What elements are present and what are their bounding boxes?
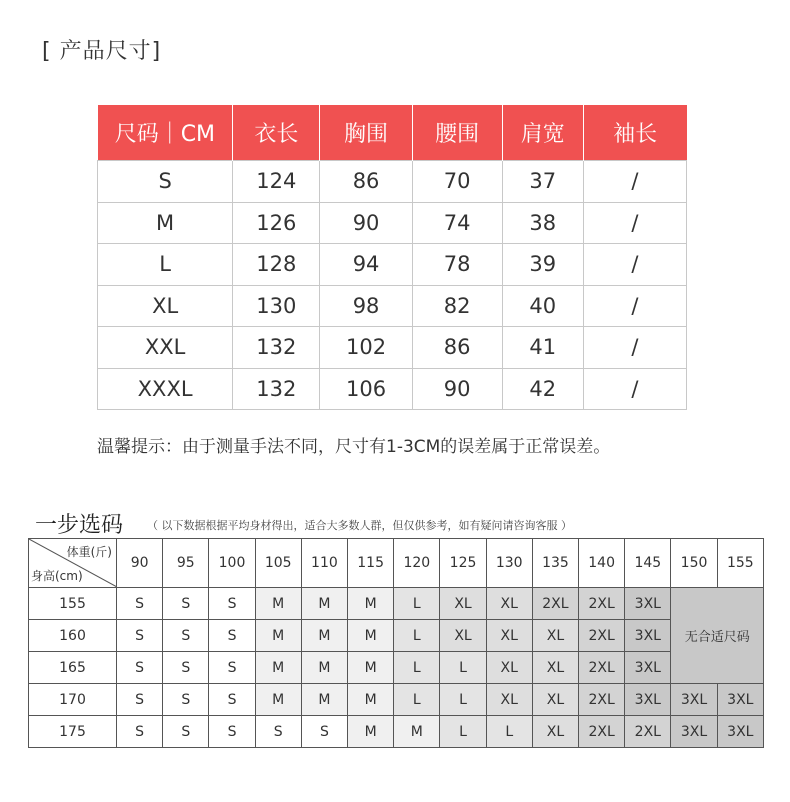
size-table-header-3: 腰围 — [412, 105, 502, 161]
size-table-cell: 106 — [320, 368, 412, 410]
size-table-cell: 124 — [233, 161, 320, 203]
recommended-size-cell: XL — [532, 684, 578, 716]
recommended-size-cell: 2XL — [579, 620, 625, 652]
size-table-cell: 74 — [412, 202, 502, 244]
measurement-note: 温馨提示：由于测量手法不同，尺寸有1-3CM的误差属于正常误差。 — [97, 437, 611, 457]
fit-table-row — [29, 684, 764, 716]
size-table-row — [98, 327, 687, 369]
weight-header-cell: 110 — [301, 539, 347, 588]
height-cell: 175 — [29, 716, 117, 748]
recommended-size-cell: M — [255, 620, 301, 652]
weight-header-cell: 140 — [579, 539, 625, 588]
recommended-size-cell: S — [117, 684, 163, 716]
size-table-cell: XXXL — [98, 368, 233, 410]
height-cell: 165 — [29, 652, 117, 684]
recommended-size-cell: 2XL — [532, 588, 578, 620]
section-title: [ 产品尺寸] — [42, 39, 162, 64]
recommended-size-cell: M — [348, 588, 394, 620]
size-table-cell: XL — [98, 285, 233, 327]
weight-header-cell: 95 — [163, 539, 209, 588]
recommended-size-cell: 2XL — [579, 684, 625, 716]
size-table-cell: 90 — [320, 202, 412, 244]
recommended-size-cell: 3XL — [671, 716, 717, 748]
size-table-row — [98, 161, 687, 203]
recommended-size-cell: XL — [486, 620, 532, 652]
recommended-size-cell: M — [348, 620, 394, 652]
size-table-row — [98, 368, 687, 410]
height-cell: 170 — [29, 684, 117, 716]
size-table-cell: 94 — [320, 244, 412, 286]
height-cell: 155 — [29, 588, 117, 620]
weight-header-cell: 105 — [255, 539, 301, 588]
size-recommendation-table — [28, 538, 764, 748]
weight-header-cell: 145 — [625, 539, 671, 588]
fit-table-corner — [29, 539, 117, 588]
size-chart-subtitle: （ 以下数据根据平均身材得出，适合大多数人群，但仅供参考，如有疑问请咨询客服 ） — [147, 519, 572, 532]
recommended-size-cell: M — [348, 716, 394, 748]
height-cell: 160 — [29, 620, 117, 652]
recommended-size-cell: XL — [440, 588, 486, 620]
recommended-size-cell: 3XL — [625, 620, 671, 652]
size-table-row — [98, 202, 687, 244]
fit-table-row — [29, 620, 764, 652]
recommended-size-cell: S — [163, 716, 209, 748]
recommended-size-cell: L — [394, 652, 440, 684]
recommended-size-cell: L — [394, 620, 440, 652]
size-table-cell: / — [583, 327, 686, 369]
weight-header-cell: 90 — [117, 539, 163, 588]
recommended-size-cell: XL — [532, 716, 578, 748]
weight-header-cell: 150 — [671, 539, 717, 588]
size-table-row — [98, 285, 687, 327]
size-table-cell: 38 — [502, 202, 583, 244]
fit-table-row — [29, 652, 764, 684]
weight-header-cell: 125 — [440, 539, 486, 588]
size-table-cell: 39 — [502, 244, 583, 286]
recommended-size-cell: M — [348, 652, 394, 684]
recommended-size-cell: XL — [486, 684, 532, 716]
recommended-size-cell: XL — [440, 620, 486, 652]
size-table-header-1: 衣长 — [233, 105, 320, 161]
recommended-size-cell: 2XL — [625, 716, 671, 748]
recommended-size-cell: L — [440, 652, 486, 684]
recommended-size-cell: L — [394, 588, 440, 620]
recommended-size-cell: S — [301, 716, 347, 748]
size-table-row — [98, 244, 687, 286]
size-table-cell: 128 — [233, 244, 320, 286]
size-table-cell: / — [583, 368, 686, 410]
recommended-size-cell: M — [348, 684, 394, 716]
size-table-cell: / — [583, 285, 686, 327]
recommended-size-cell: S — [117, 716, 163, 748]
size-chart-title: 一步选码 — [35, 513, 124, 538]
size-table-cell: 126 — [233, 202, 320, 244]
recommended-size-cell: XL — [486, 652, 532, 684]
weight-axis-label: 体重(斤) — [66, 545, 112, 559]
weight-header-cell: 135 — [532, 539, 578, 588]
recommended-size-cell: S — [117, 588, 163, 620]
recommended-size-cell: XL — [532, 620, 578, 652]
recommended-size-cell: 2XL — [579, 652, 625, 684]
recommended-size-cell: S — [209, 716, 255, 748]
recommended-size-cell: L — [394, 684, 440, 716]
recommended-size-cell: M — [394, 716, 440, 748]
weight-header-cell: 120 — [394, 539, 440, 588]
recommended-size-cell: 3XL — [625, 652, 671, 684]
size-table-cell: 82 — [412, 285, 502, 327]
fit-table-row — [29, 588, 764, 620]
size-table-cell: 40 — [502, 285, 583, 327]
recommended-size-cell: L — [440, 684, 486, 716]
size-table — [97, 105, 687, 410]
recommended-size-cell: M — [255, 652, 301, 684]
size-table-cell: / — [583, 202, 686, 244]
size-table-cell: 37 — [502, 161, 583, 203]
size-table-cell: 98 — [320, 285, 412, 327]
size-table-cell: S — [98, 161, 233, 203]
size-table-header-row — [98, 105, 687, 161]
size-table-cell: 130 — [233, 285, 320, 327]
recommended-size-cell: L — [486, 716, 532, 748]
recommended-size-cell: M — [301, 588, 347, 620]
height-axis-label: 身高(cm) — [31, 569, 83, 583]
no-fit-size-cell: 无合适尺码 — [671, 588, 764, 684]
recommended-size-cell: S — [163, 588, 209, 620]
recommended-size-cell: M — [301, 652, 347, 684]
recommended-size-cell: 3XL — [717, 716, 763, 748]
recommended-size-cell: S — [209, 588, 255, 620]
size-table-cell: 86 — [412, 327, 502, 369]
size-table-cell: 78 — [412, 244, 502, 286]
size-table-cell: 132 — [233, 327, 320, 369]
size-table-cell: / — [583, 244, 686, 286]
fit-table-header-row — [29, 539, 764, 588]
size-table-cell: 86 — [320, 161, 412, 203]
weight-header-cell: 130 — [486, 539, 532, 588]
recommended-size-cell: M — [301, 620, 347, 652]
recommended-size-cell: S — [163, 620, 209, 652]
recommended-size-cell: L — [440, 716, 486, 748]
recommended-size-cell: 3XL — [625, 588, 671, 620]
recommended-size-cell: S — [163, 652, 209, 684]
size-table-cell: / — [583, 161, 686, 203]
recommended-size-cell: S — [117, 620, 163, 652]
size-table-cell: M — [98, 202, 233, 244]
recommended-size-cell: XL — [486, 588, 532, 620]
size-table-cell: 42 — [502, 368, 583, 410]
recommended-size-cell: M — [255, 684, 301, 716]
size-table-header-0: 尺码｜CM — [98, 105, 233, 161]
size-table-header-5: 袖长 — [583, 105, 686, 161]
recommended-size-cell: 2XL — [579, 588, 625, 620]
size-table-header-4: 肩宽 — [502, 105, 583, 161]
recommended-size-cell: S — [255, 716, 301, 748]
weight-header-cell: 115 — [348, 539, 394, 588]
size-table-cell: 70 — [412, 161, 502, 203]
recommended-size-cell: XL — [532, 652, 578, 684]
size-table-cell: L — [98, 244, 233, 286]
size-table-cell: 102 — [320, 327, 412, 369]
fit-table-body — [29, 539, 764, 748]
recommended-size-cell: S — [209, 652, 255, 684]
size-table-cell: XXL — [98, 327, 233, 369]
recommended-size-cell: 3XL — [717, 684, 763, 716]
size-table-cell: 90 — [412, 368, 502, 410]
recommended-size-cell: M — [301, 684, 347, 716]
size-table-cell: 132 — [233, 368, 320, 410]
recommended-size-cell: S — [163, 684, 209, 716]
recommended-size-cell: S — [209, 620, 255, 652]
size-table-header-2: 胸围 — [320, 105, 412, 161]
size-table-cell: 41 — [502, 327, 583, 369]
weight-header-cell: 155 — [717, 539, 763, 588]
recommended-size-cell: 3XL — [671, 684, 717, 716]
recommended-size-cell: S — [117, 652, 163, 684]
size-table-body — [98, 161, 687, 410]
fit-table-row — [29, 716, 764, 748]
recommended-size-cell: M — [255, 588, 301, 620]
recommended-size-cell: 3XL — [625, 684, 671, 716]
recommended-size-cell: S — [209, 684, 255, 716]
recommended-size-cell: 2XL — [579, 716, 625, 748]
weight-header-cell: 100 — [209, 539, 255, 588]
